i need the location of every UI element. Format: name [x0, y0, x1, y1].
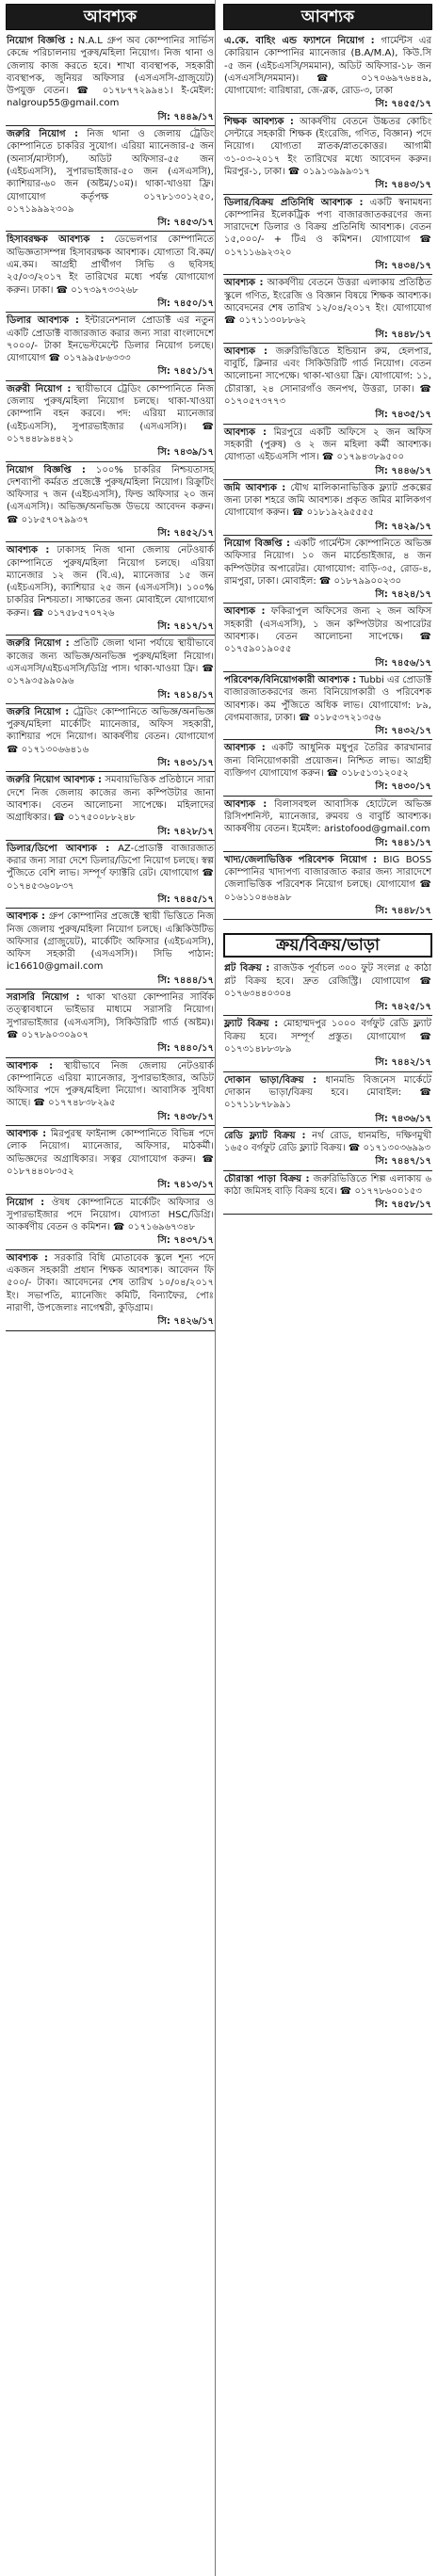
classified-ad — [6, 1058, 215, 1123]
ad-body: আকর্ষণীয় বেতনে উচ্চতর কোচিং সেন্টারে সহকারী শিক্ষক (ইংরেজি, গণিত, বিজ্ঞান) পদে নিয়োগ। যোগ্যতা স্নাতক/স্নাতকোত্তর। আগামী ৩১-০৩-২০১৭ ইং তারিখের মধ্যে আবেদন করুন। মিরপুর-১, ঢাকা। ☎ ০১৯১৩৯৯৯৩১৭ — [224, 116, 431, 177]
classified-ad — [6, 636, 215, 700]
ad-code: সি: ৭৪১৪/১৭ — [157, 689, 214, 700]
ad-body: যৌথ মালিকানাভিত্তিক ফ্ল্যাট প্রকল্পের জন্য ঢাকা শহরে জমি আবশ্যক। প্রকৃত জমির মালিকগণ যোগাযোগ করুন। ☎ ০১৮১৯২৯৫৫৫৫ — [224, 482, 431, 519]
ad-body: ট্রেডিং কোম্পানিতে অভিজ্ঞ/অনভিজ্ঞ পুরুষ/মহিলা মার্কেটিং ম্যানেজার, অফিস সহকারী, ক্যাশিয়ার পদে নিয়োগ। আকর্ষণীয় বেতন। যোগাযোগ ☎ ০১৭১৩০৬৬৪১৬ — [7, 706, 214, 755]
ad-heading: আবশ্যক : — [7, 911, 45, 923]
classified-ad — [6, 232, 215, 310]
ad-code: সি: ৭৪২৫/১৭ — [375, 1002, 431, 1013]
ad-body: BIG BOSS কোম্পানির খাদ্যপণ্য বাজারজাত করার জন্য সারাদেশে জেলাভিত্তিক পরিবেশক নিয়োগ চলছে। যোগাযোগ ☎ ০১৬১১০৪৬৪৯৮ — [224, 854, 431, 903]
classified-ad — [223, 604, 432, 668]
ad-code: সি: ৭৪৩০/১৭ — [375, 781, 431, 793]
ad-code: সি: ৭৪৪৮/১৭ — [375, 906, 431, 916]
ad-body: জরুরিভিত্তিতে ইন্ডিয়ান রুম, হেলপার, বাবুর্চি, ক্লিনার এবং সিকিউরিটি গার্ড নিয়োগ। বেতন আলোচনা সাপেক্ষে। থাকা-খাওয়া ফ্রি। যোগাযোগ: ১১, চৌরাস্তা, ২৪ সোনারগাঁও জনপথ, উত্তরা, ঢাকা। ☎ ০১৭০৫৭৩৭৭৩ — [224, 346, 431, 408]
ad-heading: নিয়োগ বিজ্ঞপ্তি : — [7, 464, 86, 475]
classified-ad — [6, 1126, 215, 1191]
ad-code: সি: ৭৪৫১/১৭ — [157, 366, 214, 378]
ad-code: সি: ৭৪৪৮/১৭ — [375, 329, 431, 340]
classified-ad — [6, 313, 215, 378]
ad-body: N.A.L গ্রুপ অব কোম্পানির সার্ভিস কেন্দ্রে পরিচালনায় পুরুষ/মহিলা নিয়োগ। নিজ থানা ও জেলায় কাজ করতে হবে। শাখা ব্যবস্থাপক, সহকারী ব্যবস্থাপক, জুনিয়র অফিসার (এসএসসি-গ্রাজুয়েট) উপযুক্ত বেতন। ☎ ০১৭৮৭৭২৯৯৪১। ই-মেইল: nalgroup55@gmail.com — [7, 36, 215, 109]
classified-ad — [223, 1016, 432, 1069]
ad-code: সি: ৭৪২৬/১৭ — [157, 1316, 214, 1328]
ad-body: Tubbi এর প্রোডাক্ট বাজারজাতকরণের জন্য বিনিয়োগকারী ও পরিবেশক আবশ্যক। কম পুঁজিতে অধিক লাভ। যোগাযোগ: ৮৯, বেগমবাজার, ঢাকা। ☎ ০১৮৫৩৭২১৩৫৬ — [224, 674, 431, 723]
ad-heading: আবশ্যক : — [224, 798, 268, 810]
ad-code: সি: ৭৪৫৬/১৭ — [375, 657, 431, 668]
ad-code: সি: ৭৪৪৯/১৭ — [157, 111, 214, 122]
ad-heading: আবশ্যক : — [7, 1252, 48, 1264]
ad-code: সি: ৭৪৪০/১৭ — [157, 1043, 214, 1055]
ad-body: স্থায়ীভাবে ট্রেডিং কোম্পানিতে নিজ জেলায় পুরুষ/মহিলা নিয়োগ চলছে। থাকা-খাওয়া কোম্পানি বহন করবে। পদ: এরিয়া ম্যানেজার (এইচএসসি), সুপারভাইজার (এসএসসি)। ☎ ০১৭৪৪৮৯৪৪২১ — [7, 383, 214, 444]
ad-body: থাকা খাওয়া কোম্পানির সার্বিক তত্ত্বাবধানে ভাইভার মাধ্যমে সরাসরি নিয়োগ। সুপারভাইজার (এসএসসি), সিকিউরিটি গার্ড (অষ্টম)। ☎ ০১৭৮৯০৩০৯০৭ — [7, 992, 214, 1040]
ad-heading: জরুরী নিয়োগ : — [7, 383, 72, 394]
classified-ad — [6, 542, 215, 633]
ad-code: সি: ৭৪৩১/১৭ — [157, 758, 214, 769]
ad-code: সি: ৭৪৫২/১৭ — [157, 527, 214, 539]
ad-code: সি: ৭৪৪৬/১৭ — [375, 465, 431, 476]
classified-ad — [223, 344, 432, 422]
ad-code: সি: ৭৪৪৭/১৭ — [375, 1156, 431, 1167]
ad-heading: ডিলার/ডিপো আবশ্যক : — [7, 843, 110, 854]
ad-body: ঢাকাসহ নিজ থানা জেলায় নেটওয়ার্ক কোম্পানিতে পুরুষ/মহিলা নিয়োগ চলছে। এরিয়া ম্যানেজার ১২ জন (বি.এ), ম্যানেজার ১৫ জন (এইচএসসি), ক্যাশিয়ার ২৫ জন (এসএসসি)। ১০০% চাকরির নিশ্চয়তা। সাক্ষাতের জন্য মোবাইলে যোগাযোগ করুন। ☎ ০১৭৫৮৫৭০৭২৬ — [7, 545, 214, 619]
classified-ad — [6, 1195, 215, 1248]
ad-code: সি: ৭৪৩৫/১৭ — [375, 410, 431, 421]
ad-body: স্থায়ীভাবে নিজ জেলায় নেটওয়ার্ক কোম্পানিতে এরিয়া ম্যানেজার, সুপারভাইজার, অডিট অফিসার পদে পুরুষ/মহিলা নিয়োগ। আবাসিক সুবিধা আছে। ☎ ০১৭৭৪৮৩৮২৯৫ — [7, 1060, 214, 1109]
ad-heading: জমি আবশ্যক : — [224, 482, 286, 493]
ad-heading: নিয়োগ বিজ্ঞপ্তি : — [7, 36, 74, 46]
classified-ad — [6, 462, 215, 540]
classified-ad — [6, 990, 215, 1055]
ad-code: সি: ৭৪৫৩/১৭ — [157, 217, 214, 229]
ad-heading: জরুরি নিয়োগ : — [7, 129, 79, 140]
ad-heading: আবশ্যক : — [224, 427, 267, 438]
ad-body: গার্মেন্টস এর কোরিয়ান কোম্পানির ম্যানেজার (B.A/M.A), কিউ.সি -৫ জন (এইচএসসি/সমমান), অডিট অফিসার-১৮ জন (এসএসসি/সমমান)। ☎ ০১৭০৬৯৭৬৪৪৯, যোগাযোগ: বারিধারা, জে-ব্লক, রোড-৩, ঢাকা — [224, 36, 431, 97]
classified-ad — [6, 704, 215, 769]
section-gap — [223, 920, 432, 929]
ad-heading: সরাসরি নিয়োগ : — [7, 992, 80, 1004]
ad-heading: ডিলার/বিক্রয় প্রতিনিধি আবশ্যক : — [224, 197, 364, 208]
ad-body: AZ-প্রোডাক্ট বাজারজাত করার জন্য সারা দেশে ডিলার/ডিপো নিয়োগ চলছে। স্বল্প পুঁজিতে বেশি লাভ। সম্পূর্ণ ফ্যাক্টরি রেট। যোগাযোগ ☎ ০১৭৪৫৩৬০৮৩৭ — [7, 843, 214, 892]
classified-ad — [6, 126, 215, 229]
ad-heading: আবশ্যক : — [7, 545, 50, 556]
ad-body: নিজ থানা ও জেলায় ট্রেডিং কোম্পানিতে চাকরির সুযোগ। এরিয়া ম্যানেজার-৫ জন (অনার্স/মাস্টার্স), অডিট অফিসার-৫৫ জন (এইচএসসি), সুপারভাইজার-৫০ জন (এসএসসি), ক্যাশিয়ার-৬০ জন (অষ্টম/১০ম)। থাকা-খাওয়া ফ্রি। যোগাযোগ কর্তৃপক্ষ ০১৭৮১৩০১২৫০, ০১৭১৯৯৯২৩০৯ — [7, 129, 215, 215]
sale-ads-list — [223, 960, 432, 1214]
right-ads-list — [223, 33, 432, 920]
ad-body: সরকারি বিধি মোতাবেক স্কুলে শূন্য পদে একজন সহকারী প্রধান শিক্ষক আবশ্যক। আবেদন ফি ৫০০/- টাকা। আবেদনের শেষ তারিখ ১০/০৪/২০১৭ ইং। সভাপতি, ম্যানেজিং কমিটি, বিন্যাফৈর, পোঃ নারাণী, উপজেলাঃ নাগেশ্বরী, কুড়িগ্রাম। — [7, 1252, 214, 1313]
ad-body: একটি স্বনামধন্য কোম্পানির ইলেকট্রিক পণ্য বাজারজাতকরণের জন্য সারাদেশে ডিলার ও বিক্রয় প্রতিনিধি আবশ্যক। বেতন ১৫,০০০/- + টিএ ও কমিশন। যোগাযোগ ☎ ০১৭১১৬৯২৩২০ — [224, 197, 431, 258]
right-column — [223, 0, 432, 2576]
ad-body: বিলাসবহুল আবাসিক হোটেলে অভিজ্ঞ রিসিপশনিস্ট, ম্যানেজার, রুমবয় ও বাবুর্চি আবশ্যক। আকর্ষণীয় বেতন। ইমেইল: aristofood@gmail.com — [224, 798, 431, 835]
classified-ad — [223, 797, 432, 849]
ad-divider — [6, 1330, 215, 1331]
ad-body: ঔষধ কোম্পানিতে মার্কেটিং অফিসার ও সুপারভাইজার পদে নিয়োগ। যোগ্যতা HSC/ডিগ্রি। আকর্ষণীয় বেতন ও কমিশন। ☎ ০১৭১৬৯৬৭৩৪৮ — [7, 1197, 214, 1233]
ad-divider — [223, 1214, 432, 1215]
classified-ad — [223, 1171, 432, 1212]
classified-ad — [223, 33, 432, 111]
ad-code: সি: ৭৪২৯/১৭ — [375, 521, 431, 532]
classified-ad — [223, 1128, 432, 1168]
section-heading-wanted-right: আবশ্যক — [223, 4, 432, 30]
ad-heading: প্লট বিক্রয় : — [224, 963, 270, 974]
ad-code: সি: ৭৪৩২/১৭ — [375, 726, 431, 737]
ad-heading: আবশ্যক : — [224, 606, 266, 618]
section-heading-buy-sell-rent: ক্রয়/বিক্রয়/ভাড়া — [223, 933, 432, 958]
ad-body: মিরপুরস্থ ফাইনান্স কোম্পানিতে বিভিন্ন পদে লোক নিয়োগ। ম্যানেজার, অফিসার, মাঠকর্মী। অভিজ্ঞদের অগ্রাধিকার। সত্বর যোগাযোগ করুন। ☎ ০১৮৭৪৪০৮৩৫২ — [7, 1129, 214, 1177]
section-heading-wanted-left: আবশ্যক — [6, 4, 215, 30]
ad-heading: এ.কে. বাহিং এন্ড ফ্যাশনে নিয়োগ : — [224, 36, 375, 46]
ad-code: সি: ৭৪৫৫/১৭ — [375, 99, 431, 110]
classified-ad — [223, 536, 432, 601]
ad-body: ফকিরাপুল অফিসের জন্য ২ জন অফিস সহকারী (এসএসসি), ১ জন কম্পিউটার অপারেটর আবশ্যক। বেতন আলোচনা সাপেক্ষে। ☎ ০১৭৫৯০১৯০৫৫ — [224, 606, 432, 655]
ad-body: রাজউক পূর্বাচল ৩০০ ফুট সংলগ্ন ৫ কাঠা প্লট বিক্রয় হবে। দ্রুত রেজিস্ট্রি। যোগাযোগ ☎ ০১৭৬৩৪৪০৩০৪ — [224, 963, 431, 999]
ad-body: ডেভেলপার কোম্পানিতে অভিজ্ঞতাসম্পন্ন হিসাবরক্ষক আবশ্যক। যোগ্যতা বি.কম/এম.কম। আগ্রহী প্রার্থীগণ সিভি ও ছবিসহ ২৫/০৩/২০১৭ ইং তারিখের মধ্যে পর্যন্ত যোগাযোগ করুন। ঢাকা। ☎ ০১৭৩৯৭৩৩২৬৮ — [7, 234, 214, 296]
ad-heading: শিক্ষক আবশ্যক : — [224, 116, 294, 127]
ad-heading: আবশ্যক : — [7, 1129, 47, 1140]
ad-body: আকর্ষণীয় বেতনে উত্তরা এলাকায় প্রতিষ্ঠিত স্কুলে গণিত, ইংরেজি ও বিজ্ঞান বিষয়ে শিক্ষক আবশ্যক। আবেদনের শেষ তারিখ ১২/০৪/২০১৭ ইং। যোগাযোগ ☎ ০১৭১১৩০৮৮৬২ — [224, 278, 431, 327]
ad-code: সি: ৭৪৩৬/১৭ — [375, 1113, 431, 1124]
ad-heading: ডিলার আবশ্যক : — [7, 315, 79, 327]
classified-ad — [223, 960, 432, 1013]
ad-code: সি: ৭৪৪৫/১৭ — [157, 894, 214, 905]
ad-code: সি: ৭৪৩৪/১৭ — [375, 261, 431, 272]
ad-heading: আবশ্যক : — [224, 743, 266, 754]
ad-code: সি: ৭৪৪১/১৭ — [375, 837, 431, 848]
classified-ad — [223, 672, 432, 737]
ad-code: সি: ৭৪৩৮/১৭ — [157, 1111, 214, 1122]
ad-code: সি: ৭৪৪৪/১৭ — [157, 974, 214, 986]
left-column — [6, 0, 216, 2576]
ad-body: সমবায়ভিত্তিক প্রতিষ্ঠানে সারা দেশে নিজ জেলায় কাজের জন্য কম্পিউটার জানা আবশ্যক। বেতন আলোচনা সাপেক্ষে। মহিলাদের অগ্রাধিকার। ☎ ০১৭৫০০৮৮২৪৮ — [7, 775, 214, 824]
classified-ad — [223, 195, 432, 273]
classified-ad — [223, 275, 432, 340]
classified-ad — [223, 425, 432, 477]
ad-code: সি: ৭৪৫৮/১৭ — [375, 1199, 431, 1211]
ad-code: সি: ৭৪১৭/১৭ — [157, 621, 214, 633]
ad-body: একটি আধুনিক মধুপুর তৈরির কারখানার জন্য বিনিয়োগকারী প্রয়োজন। নিশ্চিত লাভ। আগ্রহী ব্যক্তিগণ যোগাযোগ করুন। ☎ ০১৮৫১৩১২০৫২ — [224, 743, 432, 780]
classified-ad — [223, 114, 432, 192]
ad-code: সি: ৭৪২৮/১৭ — [157, 826, 214, 837]
ad-heading: নিয়োগ বিজ্ঞপ্তি : — [224, 538, 290, 549]
ad-heading: রেডি ফ্ল্যাট বিক্রয় : — [224, 1130, 306, 1141]
ad-body: জরুরিভিত্তিতে শিল্প এলাকায় ৬ কাঠা জমিসহ বাড়ি বিক্রয় হবে। ☎ ০১৭৭৮৬০০১৫৩ — [224, 1173, 432, 1198]
ad-body: মোহাম্মদপুর ১০০০ বর্গফুট রেডি ফ্ল্যাট বিক্রয় হবে। সম্পূর্ণ প্রস্তুত। যোগাযোগ ☎ ০১৭৩১৪৮৮৩৮৯ — [224, 1019, 431, 1055]
ad-code: সি: ৭৪৩৭/১৭ — [157, 1235, 214, 1247]
classified-ad — [6, 841, 215, 906]
ad-heading: ফ্ল্যাট বিক্রয় : — [224, 1019, 279, 1030]
classified-ad — [223, 852, 432, 917]
ad-body: প্রতিটি জেলা থানা পর্যায়ে স্থায়ীভাবে কাজের জন্য অভিজ্ঞ/অনভিজ্ঞ পুরুষ/মহিলা নিয়োগ। এসএসসি/এইচএসসি/ডিগ্রি পাস। থাকা-খাওয়া ফ্রি। ☎ ০১৭৯৩৫৯৯০৯৬ — [7, 638, 214, 687]
ad-code: সি: ৭৪১৩/১৭ — [157, 1180, 214, 1191]
ad-body: ১০০% চাকরির নিশ্চয়তাসহ দেশব্যাপী কর্মরত প্রজেক্টে পুরুষ/মহিলা নিয়োগ। রিক্রুটিং অফিসার ৭ জন (এইচএসসি), ফিল্ড অফিসার ২০ জন (এসএসসি)। অভিজ্ঞ/অনভিজ্ঞ উভয়ে আবেদন করুন। ☎ ০১৮৫৭০৭৯৯৩৭ — [7, 464, 214, 525]
ad-code: সি: ৭৪৪৩/১৭ — [375, 180, 431, 191]
ad-heading: নিয়োগ : — [7, 1197, 45, 1208]
left-ads-list — [6, 33, 215, 1331]
ad-heading: হিসাবরক্ষক আবশ্যক : — [7, 234, 105, 246]
ad-code: সি: ৭৪৫০/১৭ — [157, 298, 214, 309]
ad-code: সি: ৭৪২৪/১৭ — [375, 589, 431, 601]
ad-heading: জরুরি নিয়োগ আবশ্যক : — [7, 775, 103, 786]
ad-body: গ্রুপ কোম্পানির প্রজেক্টে স্থায়ী ভিত্তিতে নিজ নিজ জেলায় পুরুষ/মহিলা নিয়োগ চলছে। এক্সিকিউটিভ অফিসার (গ্রাজুয়েট), মার্কেটিং অফিসার (এইচএসসি), অফিস সহকারী (এসএসসি)। সিভি পাঠান: ic16610@gmail.com — [7, 911, 215, 973]
ad-heading: আবশ্যক : — [7, 1060, 54, 1071]
classified-ad — [6, 1250, 215, 1328]
ad-body: ইন্টারনেশনাল প্রোডাক্ট এর নতুন একটি প্রোডাক্ট বাজারজাত করার জন্য সারা বাংলাদেশে ৭০০০/- টাকা ইনভেস্টমেন্টে ডিলার নিয়োগ চলছে। যোগাযোগ ☎ ০১৭৯৯৫৮৬৩৩৩ — [7, 315, 215, 364]
classified-ad — [223, 480, 432, 533]
classified-ad — [6, 33, 215, 123]
classified-ad — [223, 740, 432, 793]
ad-code: সি: ৭৪৩৯/১৭ — [157, 447, 214, 459]
ad-heading: দোকান ভাড়া/বিক্রয় : — [224, 1074, 317, 1086]
ad-body: নর্থ রোড, ধানমন্ডি, দক্ষিণমুখী ১৬৫০ বর্গফুট রেডি ফ্ল্যাট বিক্রয়। ☎ ০১৭১৩০৩৬৯৯৩ — [224, 1130, 431, 1154]
ad-body: ধানমন্ডি বিজনেস মার্কেটে দোকান ভাড়া/বিক্রয় হবে। মোবাইল: ☎ ০১৭১১৮৭৮৯৯১ — [224, 1074, 431, 1111]
ad-heading: আবশ্যক : — [224, 278, 264, 289]
ad-heading: খাদ্য/জেলাভিত্তিক পরিবেশক নিয়োগ : — [224, 854, 378, 865]
ad-code: সি: ৭৪৪২/১৭ — [375, 1057, 431, 1069]
ad-heading: চৌরাস্তা পাড়া বিক্রয় : — [224, 1173, 310, 1184]
ad-heading: জরুরি নিয়োগ : — [7, 706, 70, 717]
ad-body: একটি গার্মেন্টস কোম্পানিতে অভিজ্ঞ অফিসার নিয়োগ। ১০ জন মার্চেন্ডাইজার, ৪ জন কম্পিউটার অপারেটর। যোগাযোগ: বাড়ি-৩৫, রোড-৪, রামপুরা, ঢাকা। মোবাইল: ☎ ০১৮৭৯৯০০২৩০ — [224, 538, 431, 587]
classified-ad — [6, 909, 215, 987]
ad-body: মিরপুরে একটি অফিসে ২ জন অফিস সহকারী (পুরুষ) ও ২ জন মহিলা কর্মী আবশ্যক। যোগ্যতা এইচএসসি পাস। ☎ ০১৭৯৪৩৮৯৫০০ — [224, 427, 431, 463]
ad-heading: পরিবেশক/বিনিয়োগকারী আবশ্যক : — [224, 674, 357, 685]
classified-ad — [6, 381, 215, 459]
ad-heading: জরুরি নিয়োগ : — [7, 638, 70, 650]
classified-ad — [223, 1072, 432, 1125]
classified-ad — [6, 772, 215, 837]
ad-heading: আবশ্যক : — [224, 346, 268, 357]
